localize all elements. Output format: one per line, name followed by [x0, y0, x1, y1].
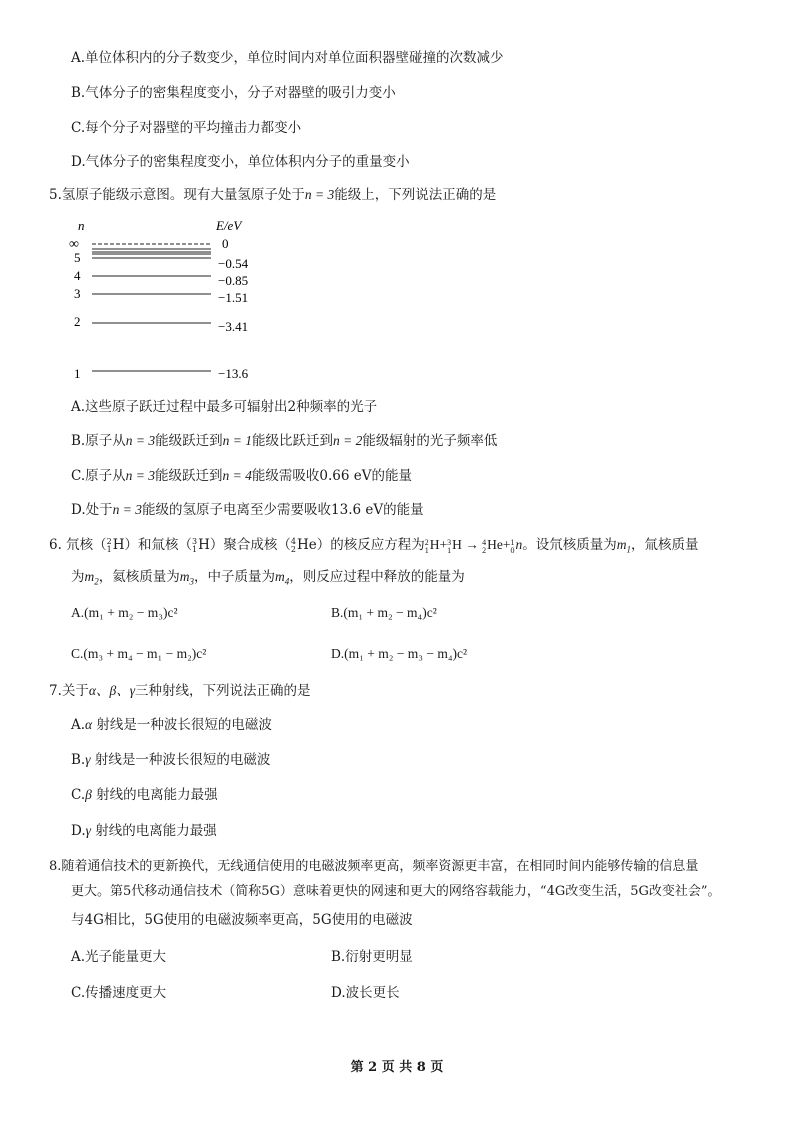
level-e-4: −0.85: [218, 273, 249, 288]
q4-option-a: A.单位体积内的分子数变少，单位时间内对单位面积器壁碰撞的次数减少: [71, 50, 504, 66]
diagram-n-header: n: [78, 218, 85, 233]
level-n-inf: ∞: [69, 237, 79, 252]
q5-option-c: C.原子从n = 3能级跃迁到n = 4能级需吸收0.66 eV的能量: [71, 468, 412, 484]
energy-level-diagram: [66, 218, 286, 386]
level-n-5: 5: [74, 250, 81, 265]
q7-option-a: A.α 射线是一种波长很短的电磁波: [71, 717, 272, 733]
q7-option-c: C.β 射线的电离能力最强: [71, 787, 218, 803]
reaction-equation: 2 1 H+ 3 1 H → 4 2 He+ 1 0 n: [424, 537, 523, 555]
q8-option-b: B.衍射更明显: [331, 949, 413, 965]
q7-option-b: B.γ 射线是一种波长很短的电磁波: [71, 752, 271, 768]
q8-option-d: D.波长更长: [331, 985, 400, 1001]
q6-stem-line2: 为$m_2$，氦核质量为$m_3$，中子质量为$m_4$，则反应过程中释放的能量为: [71, 569, 465, 587]
q5-option-a: A.这些原子跃迁过程中最多可辐射出2种频率的光子: [71, 399, 378, 415]
helium-nuclide: 4 2: [290, 537, 297, 554]
q4-option-b: B.气体分子的密集程度变小，分子对器壁的吸引力变小: [71, 85, 396, 101]
level-n-4: 4: [74, 268, 81, 283]
level-e-3: −1.51: [218, 290, 249, 305]
diagram-e-header: E/eV: [216, 218, 242, 233]
level-n-1: 1: [74, 366, 81, 381]
level-e-inf: 0: [222, 236, 229, 251]
level-e-5: −0.54: [218, 256, 249, 271]
q5-stem: 5.氢原子能级示意图。现有大量氢原子处于n = 3能级上，下列说法正确的是: [49, 187, 497, 203]
q7-option-d: D.γ 射线的电离能力最强: [71, 823, 217, 839]
q6-option-b: B.(m₁ + m₂ − m₄)c²: [331, 605, 437, 620]
q5-option-d: D.处于n = 3能级的氢原子电离至少需要吸收13.6 eV的能量: [71, 502, 424, 518]
deuterium-nuclide: 2 1: [106, 537, 112, 554]
tritium-nuclide: 3 1: [192, 537, 198, 554]
q6-stem-line1: 6. 氘核（ 2 1 H）和氚核（ 3 1 H）聚合成核（ 4 2 He）的核反应方程为 2 1 H+ 3 1 H → 4 2 He+ 1 0 n。设氘核质量为$m_1$，氚核质量: [49, 537, 699, 555]
q7-stem: 7.关于α、β、γ三种射线，下列说法正确的是: [49, 683, 311, 699]
q4-option-c: C.每个分子对器壁的平均撞击力都变小: [71, 120, 302, 136]
q8-stem-line2: 更大。第5代移动通信技术（简称5G）意味着更快的网速和更大的网络容载能力，“4G改变生活，5G改变社会”。: [71, 884, 721, 899]
page-number: 第 2 页 共 8 页: [350, 1060, 444, 1075]
q8-option-a: A.光子能量更大: [71, 949, 167, 965]
q8-option-c: C.传播速度更大: [71, 985, 167, 1001]
q5-option-b: B.原子从n = 3能级跃迁到n = 1能级比跃迁到n = 2能级辐射的光子频率低: [71, 433, 498, 449]
q6-option-d: D.(m₁ + m₂ − m₃ − m₄)c²: [331, 646, 468, 661]
q4-option-d: D.气体分子的密集程度变小，单位体积内分子的重量变小: [71, 154, 410, 170]
q8-stem-line1: 8.随着通信技术的更新换代，无线通信使用的电磁波频率更高，频率资源更丰富，在相同时间内能够传输的信息量: [49, 859, 699, 874]
level-e-2: −3.41: [218, 319, 249, 334]
q8-stem-line3: 与4G相比，5G使用的电磁波频率更高，5G使用的电磁波: [71, 912, 413, 928]
level-n-2: 2: [74, 314, 81, 329]
q6-option-a: A.(m₁ + m₂ − m₃)c²: [71, 605, 178, 620]
level-e-1: −13.6: [218, 366, 249, 381]
level-n-3: 3: [74, 286, 81, 301]
q6-option-c: C.(m₃ + m₄ − m₁ − m₂)c²: [71, 646, 207, 661]
